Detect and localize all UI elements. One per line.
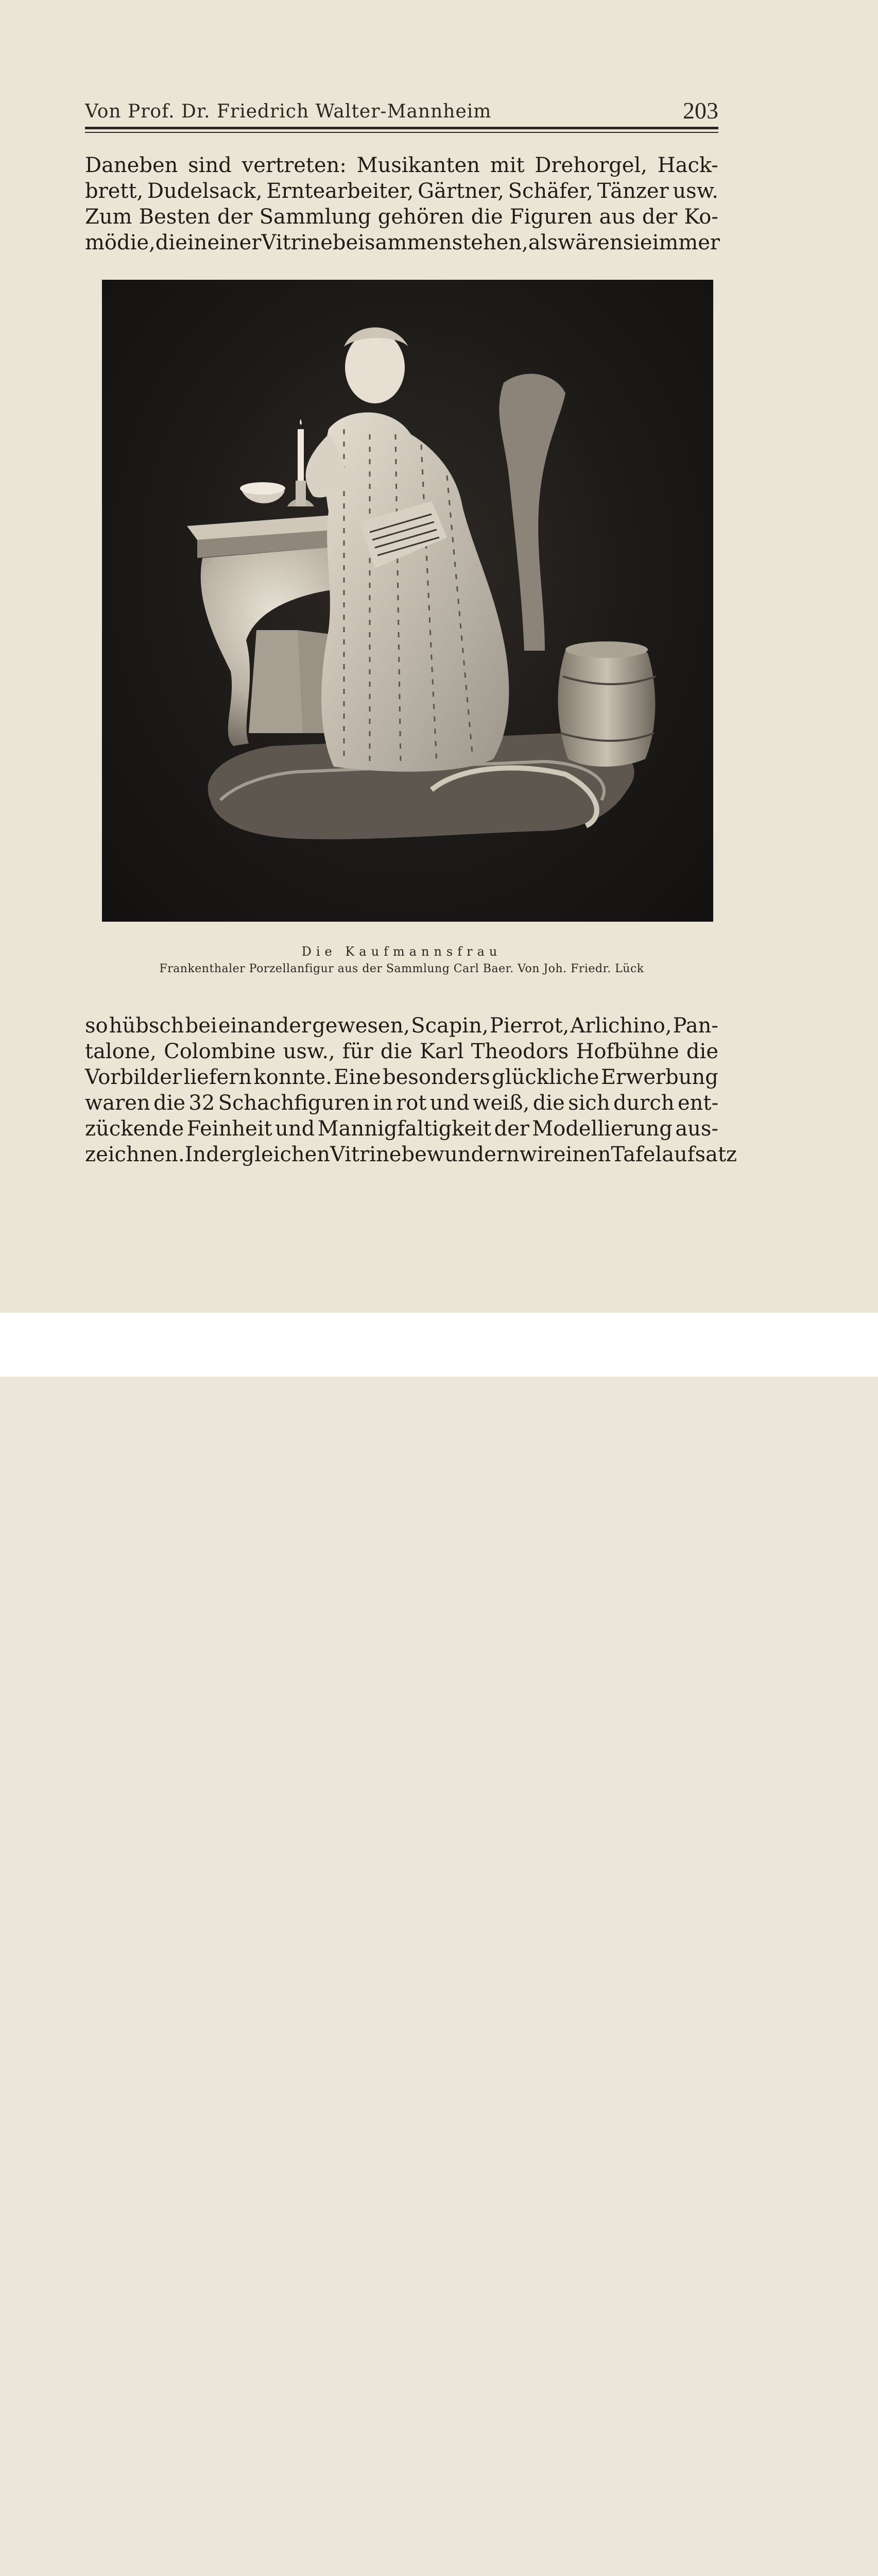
text-line: zückende Feinheit und Mannigfaltigkeit der Modellierung aus-: [85, 1117, 718, 1141]
text-line: zeichnen. In der gleichen Vitrine bewundern wir einen Tafelaufsatz: [85, 1143, 737, 1166]
text-line: brett, Dudelsack, Erntearbeiter, Gärtner, Schäfer, Tänzer usw.: [85, 179, 718, 203]
text-line: waren die 32 Schachfiguren in rot und weiß, die sich durch ent-: [85, 1091, 718, 1115]
chair: [499, 374, 565, 651]
text-line: talone, Colombine usw., für die Karl Theodors Hofbühne die: [85, 1040, 718, 1063]
header-rule-thick: [85, 127, 718, 129]
header-rule-thin: [85, 132, 718, 133]
text-line: Daneben sind vertreten: Musikanten mit Drehorgel, Hack-: [85, 154, 718, 177]
figurine-illustration: [102, 280, 713, 922]
running-head: [85, 97, 718, 128]
text-line: Zum Besten der Sammlung gehören die Figuren aus der Ko-: [85, 205, 718, 229]
page-number: 203: [683, 97, 718, 124]
lady-figure: [306, 328, 509, 772]
text-line: so hübsch bei einander gewesen, Scapin, Pierrot, Arlichino, Pan-: [85, 1014, 718, 1038]
body-text-top: [85, 152, 718, 256]
digitization-footer: [0, 1313, 878, 1377]
text-line: Vorbilder liefern konnte. Eine besonders glückliche Erwerbung: [85, 1065, 718, 1089]
body-text-bottom: [85, 1013, 737, 1167]
porcelain-figure-photo: [102, 280, 713, 922]
caption-subtitle: Frankenthaler Porzellanfigur aus der Sammlung Carl Baer. Von Joh. Friedr. Lück: [159, 962, 644, 975]
text-line: mödie, die in einer Vitrine beisammenstehen, als wären sie immer: [85, 231, 720, 255]
running-title: Von Prof. Dr. Friedrich Walter-Mannheim: [85, 101, 492, 122]
caption-title: Die Kaufmannsfrau: [301, 944, 502, 959]
barrel: [558, 641, 656, 767]
